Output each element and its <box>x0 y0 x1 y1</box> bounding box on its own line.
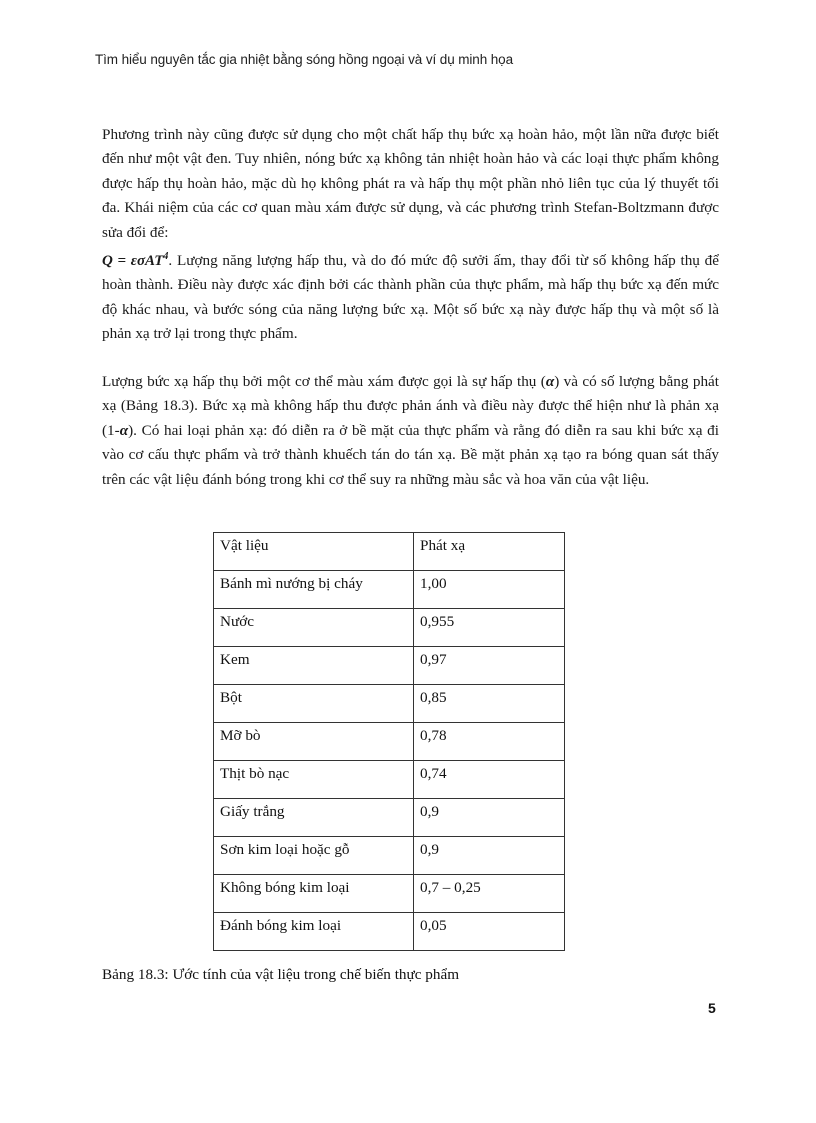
alpha-symbol-2: α <box>119 421 129 439</box>
table-caption: Bảng 18.3: Ước tính của vật liệu trong chế biến thực phẩm <box>102 966 460 983</box>
table-row <box>214 647 565 685</box>
table-row <box>214 837 565 875</box>
page-header: Tìm hiểu nguyên tắc gia nhiệt bằng sóng hồng ngoại và ví dụ minh họa <box>95 52 513 67</box>
paragraph-1-text-b: . Lượng năng lượng hấp thu, và do đó mức độ sưởi ấm, thay đổi từ số không hấp thụ để hoàn thành. Điều này được xác định bởi các thành phần của thực phẩm, mà hấp thụ bức xạ đến mức độ khác nhau, và bước sóng của năng lượng bức xạ. Một số bức xạ này được hấp thụ và một số là phản xạ trở lại trong thực phẩm. <box>102 252 719 343</box>
table-row <box>214 761 565 799</box>
table-cell-emissivity: 0,9 <box>414 799 565 837</box>
table-cell-material: Mỡ bò <box>214 723 414 761</box>
equation-exponent: 4 <box>163 251 169 263</box>
table-row <box>214 609 565 647</box>
table-cell-material: Thịt bò nạc <box>214 761 414 799</box>
table-header-emissivity: Phát xạ <box>414 533 565 571</box>
table-header-material: Vật liệu <box>214 533 414 571</box>
table-cell-emissivity: 0,74 <box>414 761 565 799</box>
table-row <box>214 913 565 951</box>
table-cell-emissivity: 0,78 <box>414 723 565 761</box>
table-row <box>214 875 565 913</box>
table-row <box>214 685 565 723</box>
table-cell-material: Bột <box>214 685 414 723</box>
paragraph-1 <box>102 123 719 347</box>
table-cell-emissivity: 0,9 <box>414 837 565 875</box>
table-cell-emissivity: 0,05 <box>414 913 565 951</box>
table-cell-emissivity: 0,85 <box>414 685 565 723</box>
table-cell-emissivity: 0,97 <box>414 647 565 685</box>
table-row <box>214 799 565 837</box>
stefan-boltzmann-equation <box>102 253 168 269</box>
table-cell-material: Kem <box>214 647 414 685</box>
table-cell-material: Bánh mì nướng bị cháy <box>214 571 414 609</box>
table-cell-material: Sơn kim loại hoặc gỗ <box>214 837 414 875</box>
table-cell-emissivity: 0,955 <box>414 609 565 647</box>
table-cell-material: Đánh bóng kim loại <box>214 913 414 951</box>
table-cell-emissivity: 0,7 – 0,25 <box>414 875 565 913</box>
paragraph-2 <box>102 370 719 492</box>
table-cell-material: Nước <box>214 609 414 647</box>
equation-text: Q = εσAT <box>102 253 164 270</box>
paragraph-2-text-c: ). Có hai loại phản xạ: đó diễn ra ở bề mặt của thực phẩm và rằng đó diễn ra sau khi bức xạ đi vào cơ cấu thực phẩm và trở thành khuếch tán do tán xạ. Bề mặt phản xạ tạo ra bóng quan sát thấy trên các vật liệu đánh bóng trong khi cơ thể suy ra những màu sắc và hoa văn của vật liệu. <box>102 421 719 488</box>
table-header-row <box>214 533 565 571</box>
paragraph-2-text-b: ) và có số lượng bằng phát xạ (Bảng 18.3). Bức xạ mà không hấp thu được phản ánh và điều này được thể hiện như là phản xạ (1- <box>102 373 719 439</box>
paragraph-1-text-a: Phương trình này cũng được sử dụng cho một chất hấp thụ bức xạ hoàn hảo, một lần nữa được biết đến như một vật đen. Tuy nhiên, nóng bức xạ không tản nhiệt hoàn hảo và các loại thực phẩm không được hấp thụ hoàn hảo, mặc dù họ không phát ra và hấp thụ một phần nhỏ liên tục của lý thuyết tối đa. Khái niệm của các cơ quan màu xám được sử dụng, và các phương trình Stefan-Boltzmann được sửa đổi để: <box>102 126 719 241</box>
page-number: 5 <box>708 1000 716 1016</box>
table-cell-material: Không bóng kim loại <box>214 875 414 913</box>
table-row <box>214 723 565 761</box>
table-cell-material: Giấy trắng <box>214 799 414 837</box>
table-row <box>214 571 565 609</box>
table-cell-emissivity: 1,00 <box>414 571 565 609</box>
emissivity-table <box>213 532 565 951</box>
paragraph-2-text-a: Lượng bức xạ hấp thụ bởi một cơ thể màu xám được gọi là sự hấp thụ ( <box>102 373 546 390</box>
alpha-symbol: α <box>545 373 555 390</box>
